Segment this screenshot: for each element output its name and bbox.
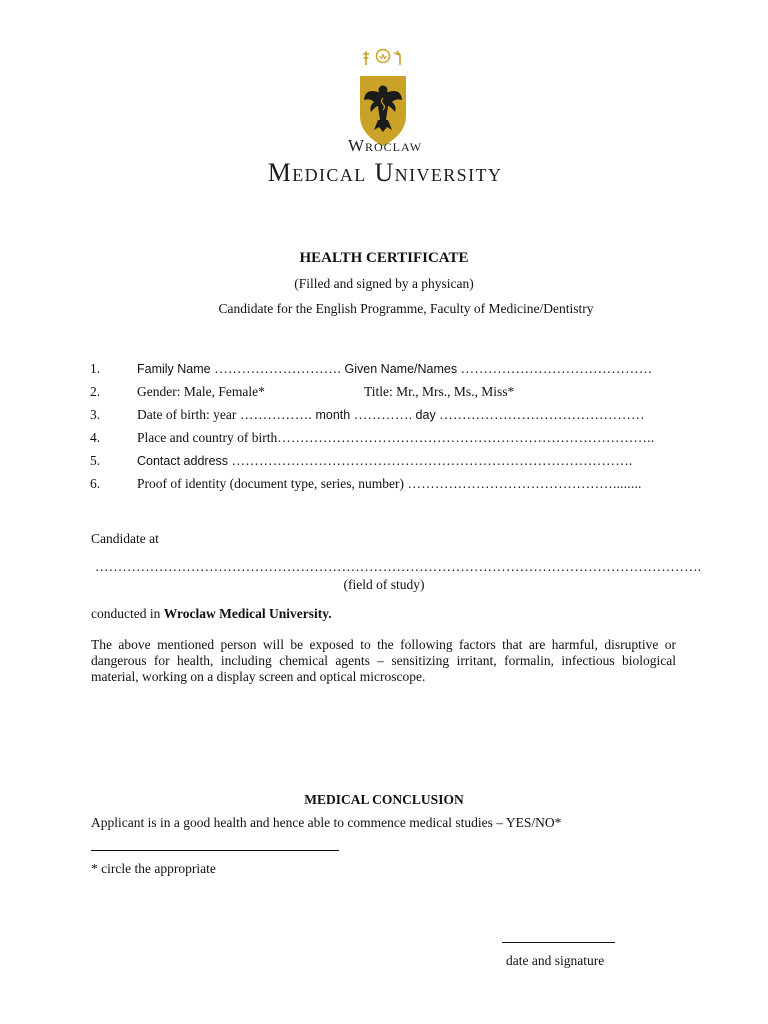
- medical-conclusion-title: MEDICAL CONCLUSION: [304, 792, 464, 807]
- item-number: 1.: [90, 361, 101, 376]
- health-factors-paragraph: The above mentioned person will be exposed to the following factors that are harmful, disruptive or dangerous for health, including chemical agents – sensitizing irritant, formalin, infectious biological material, working on a display screen and optical microscope.: [91, 637, 676, 684]
- family-name-label: Family Name: [137, 362, 211, 376]
- dob-year-field[interactable]: …………….: [236, 407, 312, 422]
- university-city: Wroclaw: [347, 136, 423, 155]
- form-item-contact-address: [90, 453, 690, 473]
- conducted-university: Wroclaw Medical University.: [163, 606, 332, 621]
- form-item-gender-title: [90, 384, 690, 404]
- document-title: HEALTH CERTIFICATE: [299, 250, 469, 266]
- title-label[interactable]: Title: Mr., Mrs., Ms., Miss*: [364, 384, 515, 399]
- signature-caption: date and signature: [506, 953, 605, 968]
- gender-label[interactable]: Gender: Male, Female*: [137, 384, 265, 399]
- conducted-prefix: conducted in: [91, 606, 164, 621]
- given-name-field[interactable]: ……………………………………: [457, 361, 653, 376]
- form-item-place-of-birth: [90, 430, 690, 450]
- university-logo: [200, 28, 570, 208]
- contact-address-label: Contact address: [137, 454, 229, 468]
- item-number: 6.: [90, 476, 101, 491]
- field-of-study-caption: (field of study): [343, 577, 425, 592]
- item-number: 2.: [90, 384, 101, 399]
- dob-month-field[interactable]: …………: [350, 407, 409, 422]
- proof-of-identity-label: Proof of identity (document type, series, number): [137, 476, 404, 491]
- contact-address-field[interactable]: …………………………………………………………………………….: [228, 453, 633, 468]
- given-name-label: Given Name/Names: [341, 362, 458, 376]
- signature-line[interactable]: [502, 942, 615, 943]
- eagle-shield-crest-icon: [357, 48, 409, 150]
- place-of-birth-field[interactable]: ………………………………………………………………………..: [277, 430, 655, 445]
- form-item-proof-of-identity: [90, 476, 690, 496]
- dob-day-field[interactable]: ………………………………………: [435, 407, 645, 422]
- item-number: 5.: [90, 453, 101, 468]
- candidate-programme-line: Candidate for the English Programme, Faculty of Medicine/Dentistry: [218, 301, 594, 316]
- proof-of-identity-field[interactable]: ………………………………………........: [403, 476, 642, 491]
- form-item-date-of-birth: [90, 407, 690, 427]
- form-item-family-name: [90, 361, 690, 381]
- field-of-study-field[interactable]: …………………………………………………………………………………………………………………….: [95, 559, 702, 574]
- document-subtitle: (Filled and signed by a physican): [294, 276, 474, 291]
- conducted-in-line: [91, 606, 332, 622]
- dob-month-label: month: [312, 408, 351, 422]
- footnote-divider: [91, 850, 339, 851]
- item-number: 3.: [90, 407, 101, 422]
- item-number: 4.: [90, 430, 101, 445]
- candidate-at-label: Candidate at: [91, 531, 159, 546]
- dob-year-label: Date of birth: year: [137, 407, 237, 422]
- family-name-field[interactable]: ……………………….: [210, 361, 342, 376]
- university-name: Medical University: [267, 158, 503, 187]
- dob-day-label: . day: [408, 408, 436, 422]
- place-of-birth-label: Place and country of birth: [137, 430, 278, 445]
- footnote-text: * circle the appropriate: [91, 861, 216, 876]
- medical-conclusion-text[interactable]: Applicant is in a good health and hence able to commence medical studies – YES/NO*: [91, 815, 562, 830]
